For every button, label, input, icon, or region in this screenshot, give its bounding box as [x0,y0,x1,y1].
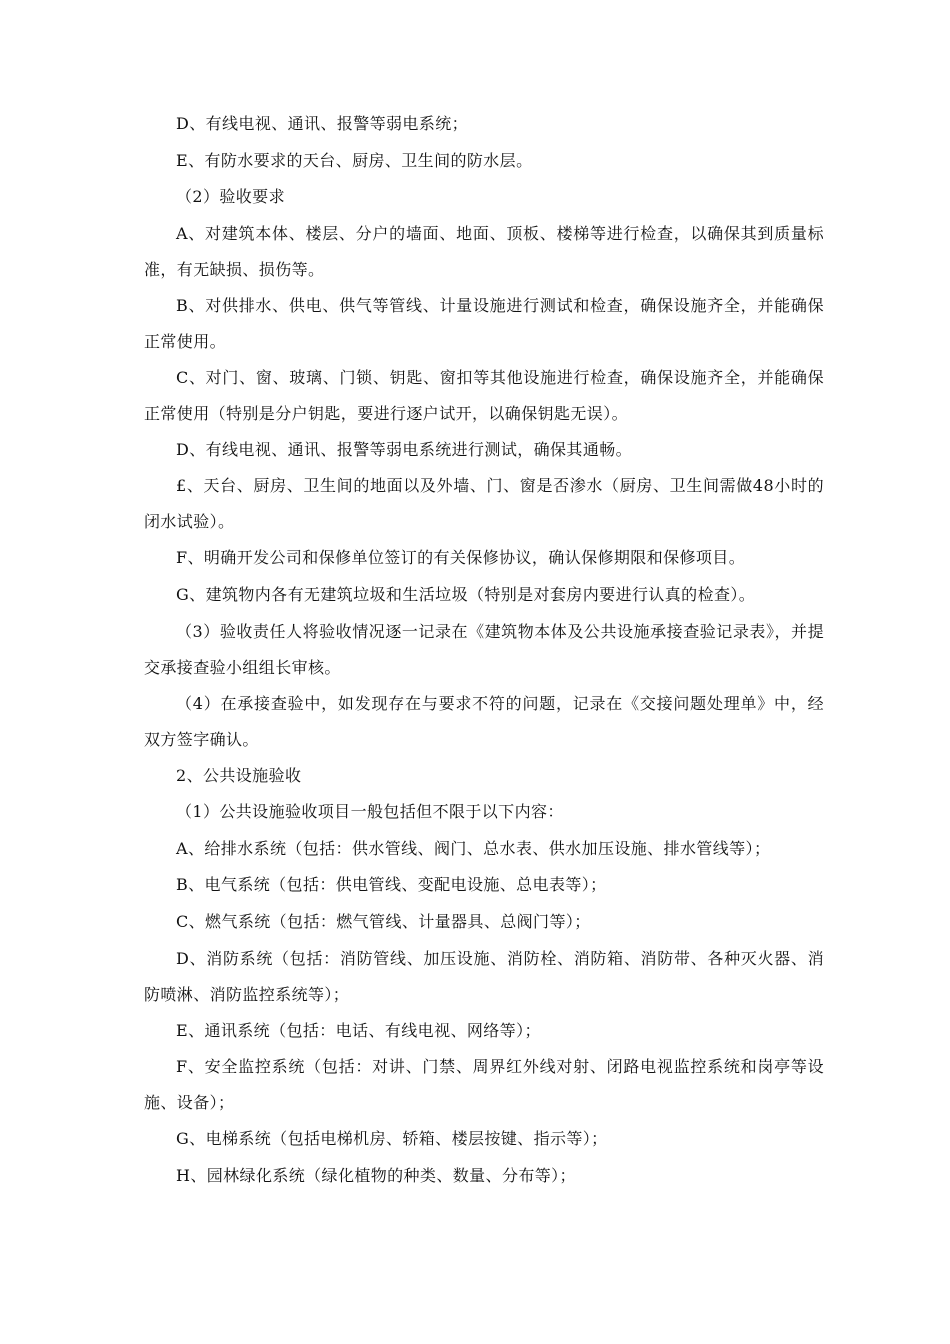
paragraph-a-building-check: A、对建筑本体、楼层、分户的墙面、地面、顶板、楼梯等进行检查，以确保其到质量标准，有无缺损、损伤等。 [144,223,824,279]
item-h-landscaping-system: H、园林绿化系统（绿化植物的种类、数量、分布等）； [176,1165,576,1185]
item-a-water-system: A、给排水系统（包括：供水管线、阀门、总水表、供水加压设施、排水管线等）； [176,838,771,858]
paragraph-d-weak-current: D、有线电视、通讯、报警等弱电系统； [176,114,469,133]
item-c-gas-system: C、燃气系统（包括：燃气管线、计量器具、总阀门等）； [176,911,591,931]
paragraph-b-pipeline-test: B、对供排水、供电、供气等管线、计量设施进行测试和检查，确保设施齐全，并能确保正常使用。 [144,295,824,351]
heading-public-facilities: 2、公共设施验收 [176,765,302,785]
paragraph-g-garbage: G、建筑物内各有无建筑垃圾和生活垃圾（特别是对套房内要进行认真的检查）。 [176,584,756,604]
paragraph-e-waterproof: E、有防水要求的天台、厨房、卫生间的防水层。 [176,150,533,170]
heading-acceptance-requirements: （2）验收要求 [176,187,285,207]
paragraph-f-warranty: F、明确开发公司和保修单位签订的有关保修协议，确认保修期限和保修项目。 [176,548,746,568]
paragraph-1-items: （1）公共设施验收项目一般包括但不限于以下内容： [176,802,564,822]
item-e-communication-system: E、通讯系统（包括：电话、有线电视、网络等）； [176,1020,541,1040]
paragraph-c-doors-windows: C、对门、窗、玻璃、门锁、钥匙、窗扣等其他设施进行检查，确保设施齐全，并能确保正常使用（特别是分户钥匙，要进行逐户试开，以确保钥匙无误）。 [144,367,824,423]
paragraph-d-weak-current-test: D、有线电视、通讯、报警等弱电系统进行测试，确保其通畅。 [176,439,633,459]
paragraph-3-record: （3）验收责任人将验收情况逐一记录在《建筑物本体及公共设施承接查验记录表》，并提交承接查验小组组长审核。 [144,621,824,677]
paragraph-e-seepage: £、天台、厨房、卫生间的地面以及外墙、门、窗是否渗水（厨房、卫生间需做48小时的闭水试验）。 [144,476,824,532]
item-g-elevator-system: G、电梯系统（包括电梯机房、轿箱、楼层按键、指示等）； [176,1129,608,1149]
paragraph-4-issues: （4）在承接查验中，如发现存在与要求不符的问题，记录在《交接问题处理单》中，经双方签字确认。 [144,693,824,749]
document-body [144,106,824,1194]
item-d-fire-system: D、消防系统（包括：消防管线、加压设施、消防栓、消防箱、消防带、各种灭火器、消防喷淋、消防监控系统等）； [144,948,824,1004]
item-b-electrical-system: B、电气系统（包括：供电管线、变配电设施、总电表等）； [176,875,607,895]
item-f-security-system: F、安全监控系统（包括：对讲、门禁、周界红外线对射、闭路电视监控系统和岗亭等设施、设备）； [144,1057,824,1113]
